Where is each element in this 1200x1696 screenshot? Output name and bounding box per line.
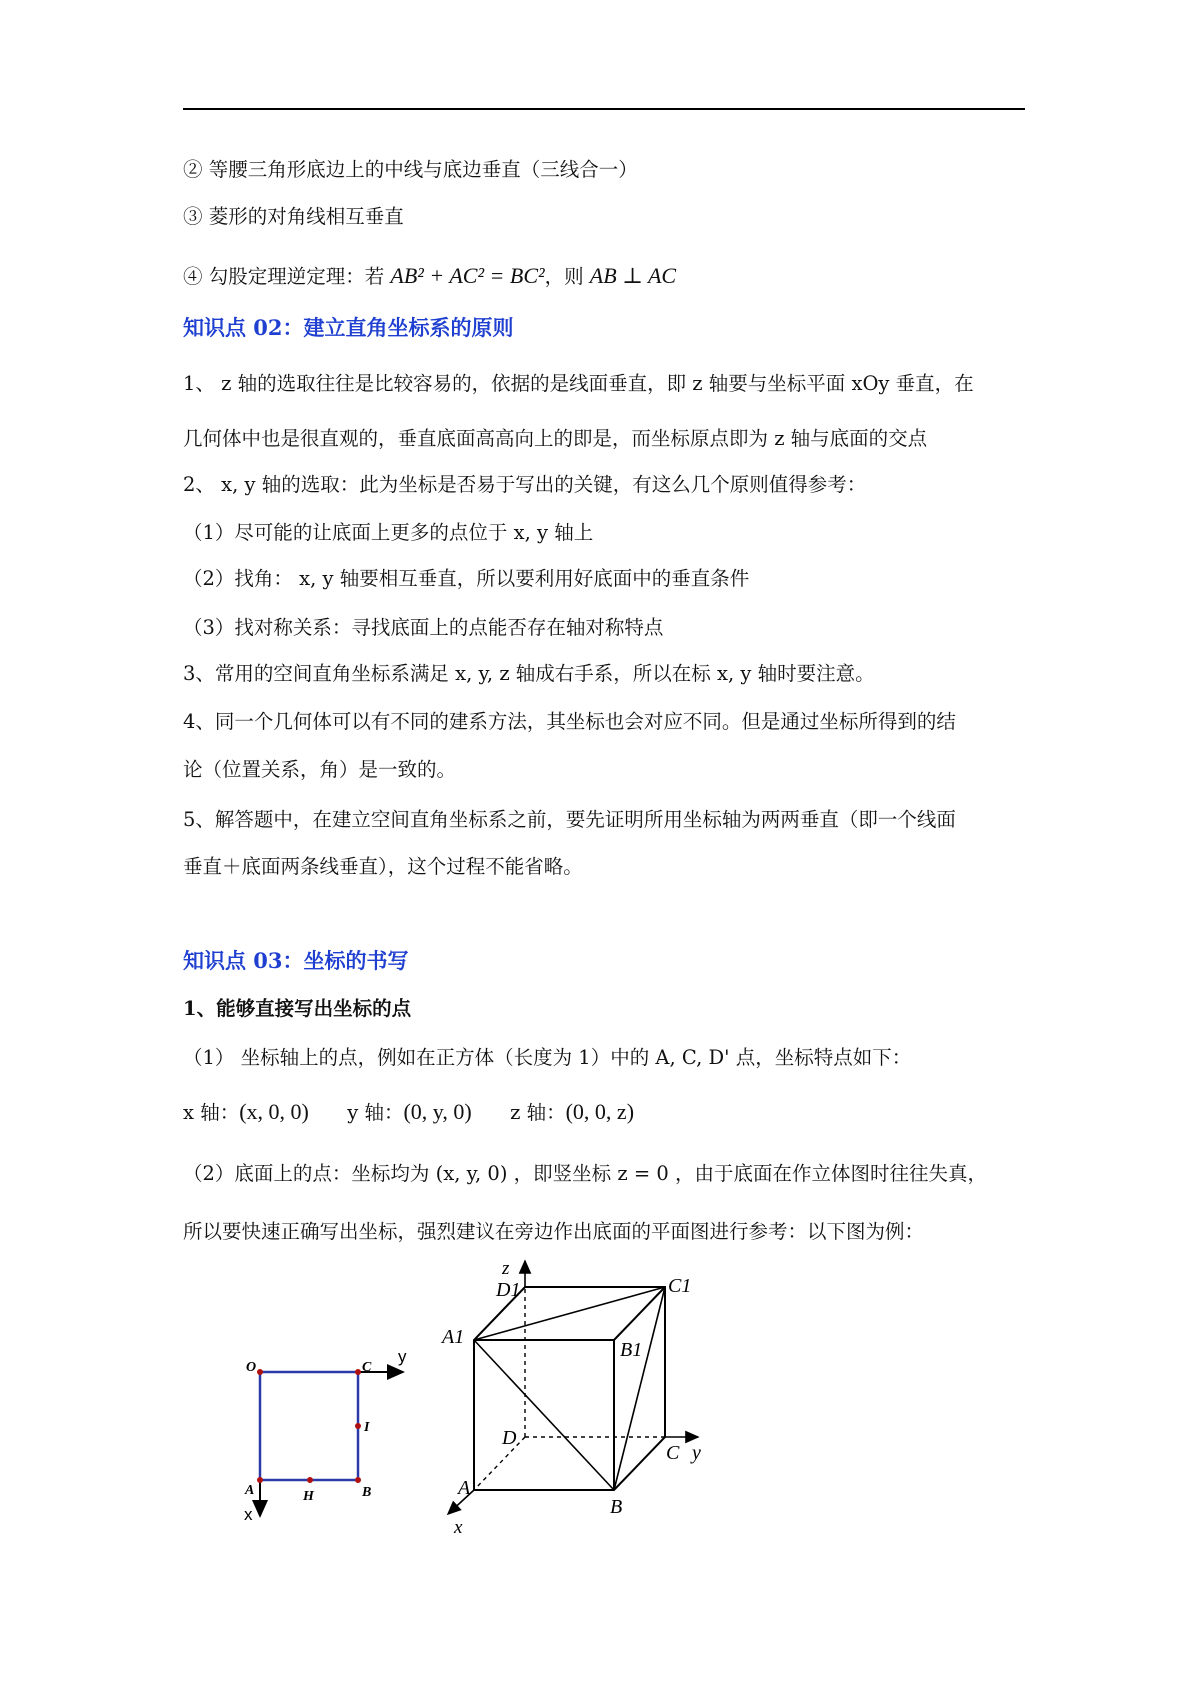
s02-p5-line2: 垂直＋底面两条线垂直），这个过程不能省略。: [183, 855, 583, 878]
base-square: [260, 1372, 358, 1480]
s03-p2-line2: 所以要快速正确写出坐标，强烈建议在旁边作出底面的平面图进行参考：以下图为例：: [183, 1220, 925, 1243]
plane-label-h: H: [303, 1489, 314, 1504]
cube-label-b1: B1: [620, 1339, 643, 1361]
item4-result: AB ⊥ AC: [589, 263, 677, 288]
plane-label-i: I: [364, 1420, 370, 1435]
s03-p1: （1） 坐标轴上的点，例如在正方体（长度为 1）中的 A, C, D' 点，坐标特点如下：: [183, 1046, 912, 1069]
cube-label-a1: A1: [442, 1326, 465, 1348]
section-03-title: 知识点 03：坐标的书写: [183, 948, 409, 973]
plane-label-y: y: [398, 1347, 407, 1366]
point-o: [257, 1369, 263, 1375]
item-rhombus-diagonals: ③ 菱形的对角线相互垂直: [183, 205, 404, 228]
item-isosceles-median: ② 等腰三角形底边上的中线与底边垂直（三线合一）: [183, 158, 638, 181]
s02-p3: 3、常用的空间直角坐标系满足 x, y, z 轴成右手系，所以在标 x, y 轴时要注意。: [183, 662, 875, 685]
point-a: [257, 1477, 263, 1483]
s03-p2-line1: （2）底面上的点：坐标均为 (x, y, 0) ，即竖坐标 z = 0 ，由于底面在作立体图时往往失真，: [183, 1162, 987, 1185]
item-pythagoras-converse: [183, 262, 1025, 291]
s03-subheading: 1、能够直接写出坐标的点: [183, 997, 412, 1020]
cube-visible-edges: [474, 1287, 665, 1490]
cube-label-x: x: [454, 1517, 463, 1538]
z-axis-coord: (0, 0, z): [565, 1099, 635, 1124]
plane-label-a: A: [245, 1483, 255, 1498]
s02-p5-line1: 5、解答题中，在建立空间直角坐标系之前，要先证明所用坐标轴为两两垂直（即一个线面: [183, 808, 956, 831]
point-h: [307, 1477, 313, 1483]
point-i: [355, 1423, 361, 1429]
plane-label-x: x: [244, 1505, 253, 1524]
item4-mid: ，则: [544, 265, 590, 288]
cube-label-c: C: [666, 1442, 680, 1464]
plane-label-c: C: [362, 1360, 372, 1375]
x-axis-coord: (x, 0, 0): [239, 1099, 309, 1124]
x-axis-label: x 轴：: [183, 1101, 240, 1124]
point-b: [355, 1477, 361, 1483]
item4-prefix: ④ 勾股定理逆定理：若: [183, 265, 391, 288]
s02-p2-item2: （2）找角： x, y 轴要相互垂直，所以要利用好底面中的垂直条件: [183, 567, 750, 590]
y-axis-label: y 轴：: [347, 1101, 404, 1124]
s02-p2-item1: （1）尽可能的让底面上更多的点位于 x, y 轴上: [183, 521, 594, 544]
plane-label-o: O: [246, 1360, 257, 1375]
section-02-title: 知识点 02：建立直角坐标系的原则: [183, 315, 514, 340]
plane-label-b: B: [362, 1485, 372, 1500]
s02-p2-item3: （3）找对称关系：寻找底面上的点能否存在轴对称特点: [183, 616, 664, 639]
y-axis-coord: (0, y, 0): [403, 1099, 472, 1124]
point-c: [355, 1369, 361, 1375]
cube-label-a: A: [458, 1477, 471, 1499]
cube-label-d: D: [502, 1427, 517, 1449]
z-axis-label: z 轴：: [510, 1101, 566, 1124]
base-plane-figure: [230, 1340, 430, 1525]
item4-equation: AB² + AC² = BC²: [390, 263, 545, 288]
header-rule: [183, 108, 1025, 110]
s02-p4-line2: 论（位置关系，角）是一致的。: [183, 758, 457, 781]
s02-p2: 2、 x, y 轴的选取：此为坐标是否易于写出的关键，有这么几个原则值得参考：: [183, 473, 867, 496]
cube-label-z: z: [502, 1258, 510, 1279]
s02-p1-line2: 几何体中也是很直观的，垂直底面高高向上的即是，而坐标原点即为 z 轴与底面的交点: [183, 427, 928, 450]
cube-label-y: y: [692, 1442, 701, 1464]
cube-label-c1: C1: [668, 1275, 692, 1297]
s02-p4-line1: 4、同一个几何体可以有不同的建系方法，其坐标也会对应不同。但是通过坐标所得到的结: [183, 710, 956, 733]
cube-figure: [440, 1255, 740, 1540]
s02-p1-line1: 1、 z 轴的选取往往是比较容易的，依据的是线面垂直，即 z 轴要与坐标平面 xOy 垂直，在: [183, 372, 974, 395]
s03-axis-coordinates: [183, 1098, 1025, 1127]
cube-label-b: B: [610, 1496, 623, 1518]
cube-label-d1: D1: [496, 1279, 521, 1301]
